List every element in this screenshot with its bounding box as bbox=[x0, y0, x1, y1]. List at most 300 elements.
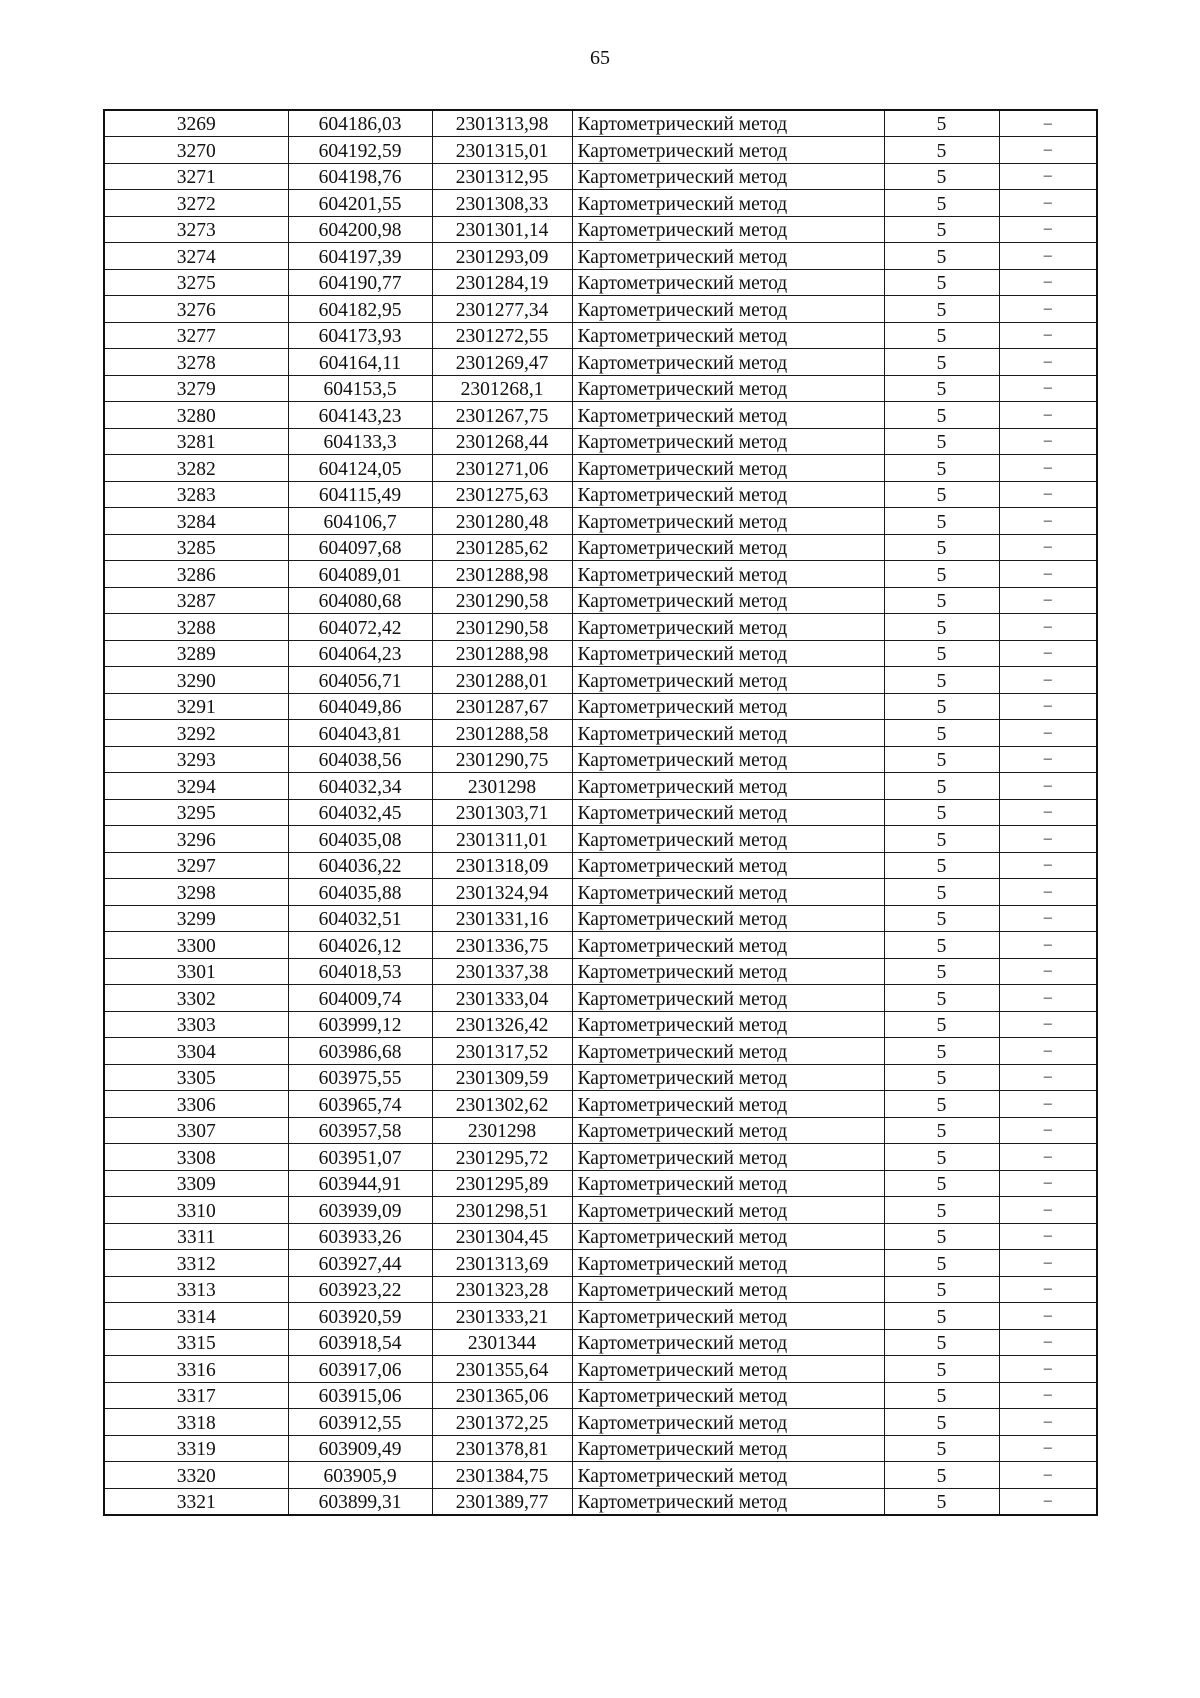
y-coordinate-cell: 2301298 bbox=[432, 1117, 572, 1144]
x-coordinate-cell: 604200,98 bbox=[288, 216, 432, 243]
x-coordinate-cell: 604115,49 bbox=[288, 481, 432, 508]
accuracy-cell: 5 bbox=[884, 508, 999, 535]
note-cell: – bbox=[999, 879, 1097, 906]
x-coordinate-cell: 603999,12 bbox=[288, 1011, 432, 1038]
method-cell: Картометрический метод bbox=[572, 693, 884, 720]
y-coordinate-cell: 2301309,59 bbox=[432, 1064, 572, 1091]
point-number-cell: 3318 bbox=[104, 1409, 288, 1436]
table-row bbox=[104, 163, 1097, 190]
accuracy-cell: 5 bbox=[884, 1064, 999, 1091]
point-number-cell: 3278 bbox=[104, 349, 288, 376]
point-number-cell: 3295 bbox=[104, 799, 288, 826]
table-row bbox=[104, 1064, 1097, 1091]
accuracy-cell: 5 bbox=[884, 1038, 999, 1065]
x-coordinate-cell: 604035,08 bbox=[288, 826, 432, 853]
note-cell: – bbox=[999, 481, 1097, 508]
table-row bbox=[104, 985, 1097, 1012]
note-cell: – bbox=[999, 349, 1097, 376]
method-cell: Картометрический метод bbox=[572, 852, 884, 879]
x-coordinate-cell: 604143,23 bbox=[288, 402, 432, 429]
y-coordinate-cell: 2301290,58 bbox=[432, 614, 572, 641]
method-cell: Картометрический метод bbox=[572, 561, 884, 588]
x-coordinate-cell: 604080,68 bbox=[288, 587, 432, 614]
accuracy-cell: 5 bbox=[884, 110, 999, 137]
point-number-cell: 3316 bbox=[104, 1356, 288, 1383]
x-coordinate-cell: 604124,05 bbox=[288, 455, 432, 482]
point-number-cell: 3298 bbox=[104, 879, 288, 906]
table-row bbox=[104, 905, 1097, 932]
x-coordinate-cell: 603927,44 bbox=[288, 1250, 432, 1277]
accuracy-cell: 5 bbox=[884, 1144, 999, 1171]
y-coordinate-cell: 2301317,52 bbox=[432, 1038, 572, 1065]
table-row bbox=[104, 402, 1097, 429]
y-coordinate-cell: 2301277,34 bbox=[432, 296, 572, 323]
x-coordinate-cell: 604032,51 bbox=[288, 905, 432, 932]
point-number-cell: 3307 bbox=[104, 1117, 288, 1144]
method-cell: Картометрический метод bbox=[572, 1488, 884, 1515]
table-row bbox=[104, 667, 1097, 694]
note-cell: – bbox=[999, 1091, 1097, 1118]
method-cell: Картометрический метод bbox=[572, 534, 884, 561]
accuracy-cell: 5 bbox=[884, 667, 999, 694]
table-row bbox=[104, 1276, 1097, 1303]
x-coordinate-cell: 603944,91 bbox=[288, 1170, 432, 1197]
y-coordinate-cell: 2301372,25 bbox=[432, 1409, 572, 1436]
accuracy-cell: 5 bbox=[884, 1223, 999, 1250]
method-cell: Картометрический метод bbox=[572, 667, 884, 694]
y-coordinate-cell: 2301389,77 bbox=[432, 1488, 572, 1515]
x-coordinate-cell: 603915,06 bbox=[288, 1382, 432, 1409]
accuracy-cell: 5 bbox=[884, 587, 999, 614]
table-row bbox=[104, 852, 1097, 879]
method-cell: Картометрический метод bbox=[572, 1170, 884, 1197]
table-row bbox=[104, 243, 1097, 270]
method-cell: Картометрический метод bbox=[572, 216, 884, 243]
note-cell: – bbox=[999, 163, 1097, 190]
method-cell: Картометрический метод bbox=[572, 1011, 884, 1038]
table-row bbox=[104, 720, 1097, 747]
y-coordinate-cell: 2301288,58 bbox=[432, 720, 572, 747]
note-cell: – bbox=[999, 322, 1097, 349]
note-cell: – bbox=[999, 296, 1097, 323]
note-cell: – bbox=[999, 1038, 1097, 1065]
coordinates-table bbox=[103, 109, 1098, 1516]
table-row bbox=[104, 561, 1097, 588]
page-number: 65 bbox=[590, 47, 610, 69]
y-coordinate-cell: 2301290,58 bbox=[432, 587, 572, 614]
point-number-cell: 3306 bbox=[104, 1091, 288, 1118]
note-cell: – bbox=[999, 1117, 1097, 1144]
y-coordinate-cell: 2301337,38 bbox=[432, 958, 572, 985]
method-cell: Картометрический метод bbox=[572, 1356, 884, 1383]
table-row bbox=[104, 799, 1097, 826]
accuracy-cell: 5 bbox=[884, 428, 999, 455]
point-number-cell: 3297 bbox=[104, 852, 288, 879]
method-cell: Картометрический метод bbox=[572, 1276, 884, 1303]
y-coordinate-cell: 2301326,42 bbox=[432, 1011, 572, 1038]
accuracy-cell: 5 bbox=[884, 1011, 999, 1038]
method-cell: Картометрический метод bbox=[572, 163, 884, 190]
y-coordinate-cell: 2301269,47 bbox=[432, 349, 572, 376]
x-coordinate-cell: 604043,81 bbox=[288, 720, 432, 747]
table-row bbox=[104, 1250, 1097, 1277]
x-coordinate-cell: 604182,95 bbox=[288, 296, 432, 323]
y-coordinate-cell: 2301268,44 bbox=[432, 428, 572, 455]
method-cell: Картометрический метод bbox=[572, 269, 884, 296]
accuracy-cell: 5 bbox=[884, 1488, 999, 1515]
table-row bbox=[104, 1038, 1097, 1065]
method-cell: Картометрический метод bbox=[572, 1197, 884, 1224]
accuracy-cell: 5 bbox=[884, 1329, 999, 1356]
note-cell: – bbox=[999, 720, 1097, 747]
table-row bbox=[104, 773, 1097, 800]
point-number-cell: 3309 bbox=[104, 1170, 288, 1197]
table-row bbox=[104, 1329, 1097, 1356]
x-coordinate-cell: 604056,71 bbox=[288, 667, 432, 694]
method-cell: Картометрический метод bbox=[572, 879, 884, 906]
note-cell: – bbox=[999, 587, 1097, 614]
note-cell: – bbox=[999, 640, 1097, 667]
y-coordinate-cell: 2301323,28 bbox=[432, 1276, 572, 1303]
point-number-cell: 3310 bbox=[104, 1197, 288, 1224]
x-coordinate-cell: 603986,68 bbox=[288, 1038, 432, 1065]
y-coordinate-cell: 2301293,09 bbox=[432, 243, 572, 270]
x-coordinate-cell: 603965,74 bbox=[288, 1091, 432, 1118]
point-number-cell: 3275 bbox=[104, 269, 288, 296]
y-coordinate-cell: 2301313,69 bbox=[432, 1250, 572, 1277]
accuracy-cell: 5 bbox=[884, 375, 999, 402]
method-cell: Картометрический метод bbox=[572, 455, 884, 482]
table-row bbox=[104, 1011, 1097, 1038]
point-number-cell: 3284 bbox=[104, 508, 288, 535]
accuracy-cell: 5 bbox=[884, 826, 999, 853]
method-cell: Картометрический метод bbox=[572, 375, 884, 402]
table-row bbox=[104, 1303, 1097, 1330]
note-cell: – bbox=[999, 1064, 1097, 1091]
y-coordinate-cell: 2301272,55 bbox=[432, 322, 572, 349]
x-coordinate-cell: 603918,54 bbox=[288, 1329, 432, 1356]
note-cell: – bbox=[999, 402, 1097, 429]
point-number-cell: 3299 bbox=[104, 905, 288, 932]
y-coordinate-cell: 2301288,98 bbox=[432, 561, 572, 588]
accuracy-cell: 5 bbox=[884, 958, 999, 985]
accuracy-cell: 5 bbox=[884, 905, 999, 932]
point-number-cell: 3292 bbox=[104, 720, 288, 747]
point-number-cell: 3269 bbox=[104, 110, 288, 137]
point-number-cell: 3289 bbox=[104, 640, 288, 667]
y-coordinate-cell: 2301298,51 bbox=[432, 1197, 572, 1224]
note-cell: – bbox=[999, 1276, 1097, 1303]
point-number-cell: 3290 bbox=[104, 667, 288, 694]
method-cell: Картометрический метод bbox=[572, 1329, 884, 1356]
point-number-cell: 3282 bbox=[104, 455, 288, 482]
y-coordinate-cell: 2301378,81 bbox=[432, 1435, 572, 1462]
accuracy-cell: 5 bbox=[884, 1117, 999, 1144]
table-row bbox=[104, 1091, 1097, 1118]
method-cell: Картометрический метод bbox=[572, 720, 884, 747]
x-coordinate-cell: 603899,31 bbox=[288, 1488, 432, 1515]
point-number-cell: 3314 bbox=[104, 1303, 288, 1330]
table-row bbox=[104, 216, 1097, 243]
point-number-cell: 3287 bbox=[104, 587, 288, 614]
y-coordinate-cell: 2301312,95 bbox=[432, 163, 572, 190]
table-row bbox=[104, 1409, 1097, 1436]
method-cell: Картометрический метод bbox=[572, 640, 884, 667]
method-cell: Картометрический метод bbox=[572, 1064, 884, 1091]
accuracy-cell: 5 bbox=[884, 799, 999, 826]
method-cell: Картометрический метод bbox=[572, 1382, 884, 1409]
y-coordinate-cell: 2301315,01 bbox=[432, 137, 572, 164]
coordinates-table-body bbox=[104, 110, 1097, 1515]
method-cell: Картометрический метод bbox=[572, 826, 884, 853]
method-cell: Картометрический метод bbox=[572, 932, 884, 959]
y-coordinate-cell: 2301336,75 bbox=[432, 932, 572, 959]
note-cell: – bbox=[999, 375, 1097, 402]
y-coordinate-cell: 2301355,64 bbox=[432, 1356, 572, 1383]
table-row bbox=[104, 481, 1097, 508]
x-coordinate-cell: 604164,11 bbox=[288, 349, 432, 376]
point-number-cell: 3288 bbox=[104, 614, 288, 641]
x-coordinate-cell: 604018,53 bbox=[288, 958, 432, 985]
table-row bbox=[104, 1144, 1097, 1171]
point-number-cell: 3317 bbox=[104, 1382, 288, 1409]
x-coordinate-cell: 604201,55 bbox=[288, 190, 432, 217]
x-coordinate-cell: 604089,01 bbox=[288, 561, 432, 588]
point-number-cell: 3291 bbox=[104, 693, 288, 720]
accuracy-cell: 5 bbox=[884, 1435, 999, 1462]
table-row bbox=[104, 614, 1097, 641]
point-number-cell: 3320 bbox=[104, 1462, 288, 1489]
x-coordinate-cell: 603909,49 bbox=[288, 1435, 432, 1462]
accuracy-cell: 5 bbox=[884, 773, 999, 800]
method-cell: Картометрический метод bbox=[572, 190, 884, 217]
note-cell: – bbox=[999, 932, 1097, 959]
note-cell: – bbox=[999, 1462, 1097, 1489]
y-coordinate-cell: 2301324,94 bbox=[432, 879, 572, 906]
accuracy-cell: 5 bbox=[884, 1197, 999, 1224]
note-cell: – bbox=[999, 428, 1097, 455]
y-coordinate-cell: 2301331,16 bbox=[432, 905, 572, 932]
point-number-cell: 3293 bbox=[104, 746, 288, 773]
y-coordinate-cell: 2301280,48 bbox=[432, 508, 572, 535]
method-cell: Картометрический метод bbox=[572, 958, 884, 985]
method-cell: Картометрический метод bbox=[572, 243, 884, 270]
method-cell: Картометрический метод bbox=[572, 110, 884, 137]
y-coordinate-cell: 2301313,98 bbox=[432, 110, 572, 137]
x-coordinate-cell: 604035,88 bbox=[288, 879, 432, 906]
y-coordinate-cell: 2301290,75 bbox=[432, 746, 572, 773]
point-number-cell: 3296 bbox=[104, 826, 288, 853]
table-row bbox=[104, 1197, 1097, 1224]
table-row bbox=[104, 534, 1097, 561]
point-number-cell: 3303 bbox=[104, 1011, 288, 1038]
table-row bbox=[104, 879, 1097, 906]
accuracy-cell: 5 bbox=[884, 746, 999, 773]
accuracy-cell: 5 bbox=[884, 1356, 999, 1383]
x-coordinate-cell: 604032,34 bbox=[288, 773, 432, 800]
table-row bbox=[104, 137, 1097, 164]
method-cell: Картометрический метод bbox=[572, 1091, 884, 1118]
note-cell: – bbox=[999, 137, 1097, 164]
note-cell: – bbox=[999, 667, 1097, 694]
point-number-cell: 3270 bbox=[104, 137, 288, 164]
method-cell: Картометрический метод bbox=[572, 799, 884, 826]
y-coordinate-cell: 2301298 bbox=[432, 773, 572, 800]
note-cell: – bbox=[999, 1144, 1097, 1171]
y-coordinate-cell: 2301302,62 bbox=[432, 1091, 572, 1118]
method-cell: Картометрический метод bbox=[572, 985, 884, 1012]
method-cell: Картометрический метод bbox=[572, 137, 884, 164]
accuracy-cell: 5 bbox=[884, 243, 999, 270]
method-cell: Картометрический метод bbox=[572, 746, 884, 773]
note-cell: – bbox=[999, 1011, 1097, 1038]
x-coordinate-cell: 604197,39 bbox=[288, 243, 432, 270]
method-cell: Картометрический метод bbox=[572, 402, 884, 429]
x-coordinate-cell: 603957,58 bbox=[288, 1117, 432, 1144]
note-cell: – bbox=[999, 773, 1097, 800]
x-coordinate-cell: 604106,7 bbox=[288, 508, 432, 535]
point-number-cell: 3286 bbox=[104, 561, 288, 588]
x-coordinate-cell: 603975,55 bbox=[288, 1064, 432, 1091]
point-number-cell: 3311 bbox=[104, 1223, 288, 1250]
method-cell: Картометрический метод bbox=[572, 1409, 884, 1436]
y-coordinate-cell: 2301267,75 bbox=[432, 402, 572, 429]
note-cell: – bbox=[999, 746, 1097, 773]
accuracy-cell: 5 bbox=[884, 349, 999, 376]
x-coordinate-cell: 603905,9 bbox=[288, 1462, 432, 1489]
method-cell: Картометрический метод bbox=[572, 1144, 884, 1171]
note-cell: – bbox=[999, 852, 1097, 879]
point-number-cell: 3277 bbox=[104, 322, 288, 349]
accuracy-cell: 5 bbox=[884, 1276, 999, 1303]
point-number-cell: 3319 bbox=[104, 1435, 288, 1462]
x-coordinate-cell: 604072,42 bbox=[288, 614, 432, 641]
note-cell: – bbox=[999, 1250, 1097, 1277]
y-coordinate-cell: 2301287,67 bbox=[432, 693, 572, 720]
accuracy-cell: 5 bbox=[884, 1170, 999, 1197]
point-number-cell: 3304 bbox=[104, 1038, 288, 1065]
point-number-cell: 3305 bbox=[104, 1064, 288, 1091]
note-cell: – bbox=[999, 1356, 1097, 1383]
point-number-cell: 3283 bbox=[104, 481, 288, 508]
point-number-cell: 3280 bbox=[104, 402, 288, 429]
note-cell: – bbox=[999, 826, 1097, 853]
accuracy-cell: 5 bbox=[884, 296, 999, 323]
note-cell: – bbox=[999, 1223, 1097, 1250]
point-number-cell: 3281 bbox=[104, 428, 288, 455]
table-row bbox=[104, 932, 1097, 959]
method-cell: Картометрический метод bbox=[572, 1462, 884, 1489]
x-coordinate-cell: 604192,59 bbox=[288, 137, 432, 164]
accuracy-cell: 5 bbox=[884, 879, 999, 906]
y-coordinate-cell: 2301384,75 bbox=[432, 1462, 572, 1489]
y-coordinate-cell: 2301344 bbox=[432, 1329, 572, 1356]
accuracy-cell: 5 bbox=[884, 1382, 999, 1409]
method-cell: Картометрический метод bbox=[572, 614, 884, 641]
accuracy-cell: 5 bbox=[884, 534, 999, 561]
y-coordinate-cell: 2301333,04 bbox=[432, 985, 572, 1012]
x-coordinate-cell: 603933,26 bbox=[288, 1223, 432, 1250]
table-row bbox=[104, 1356, 1097, 1383]
method-cell: Картометрический метод bbox=[572, 508, 884, 535]
accuracy-cell: 5 bbox=[884, 720, 999, 747]
x-coordinate-cell: 604038,56 bbox=[288, 746, 432, 773]
method-cell: Картометрический метод bbox=[572, 1117, 884, 1144]
method-cell: Картометрический метод bbox=[572, 296, 884, 323]
note-cell: – bbox=[999, 1435, 1097, 1462]
x-coordinate-cell: 604026,12 bbox=[288, 932, 432, 959]
method-cell: Картометрический метод bbox=[572, 773, 884, 800]
x-coordinate-cell: 604173,93 bbox=[288, 322, 432, 349]
point-number-cell: 3300 bbox=[104, 932, 288, 959]
point-number-cell: 3321 bbox=[104, 1488, 288, 1515]
table-row bbox=[104, 1223, 1097, 1250]
table-row bbox=[104, 349, 1097, 376]
y-coordinate-cell: 2301288,01 bbox=[432, 667, 572, 694]
x-coordinate-cell: 604064,23 bbox=[288, 640, 432, 667]
accuracy-cell: 5 bbox=[884, 985, 999, 1012]
y-coordinate-cell: 2301301,14 bbox=[432, 216, 572, 243]
method-cell: Картометрический метод bbox=[572, 1250, 884, 1277]
point-number-cell: 3274 bbox=[104, 243, 288, 270]
accuracy-cell: 5 bbox=[884, 1303, 999, 1330]
accuracy-cell: 5 bbox=[884, 455, 999, 482]
x-coordinate-cell: 603951,07 bbox=[288, 1144, 432, 1171]
accuracy-cell: 5 bbox=[884, 269, 999, 296]
table-row bbox=[104, 296, 1097, 323]
x-coordinate-cell: 604036,22 bbox=[288, 852, 432, 879]
point-number-cell: 3285 bbox=[104, 534, 288, 561]
table-row bbox=[104, 1382, 1097, 1409]
x-coordinate-cell: 604049,86 bbox=[288, 693, 432, 720]
accuracy-cell: 5 bbox=[884, 1462, 999, 1489]
method-cell: Картометрический метод bbox=[572, 1435, 884, 1462]
accuracy-cell: 5 bbox=[884, 1250, 999, 1277]
accuracy-cell: 5 bbox=[884, 693, 999, 720]
y-coordinate-cell: 2301271,06 bbox=[432, 455, 572, 482]
note-cell: – bbox=[999, 958, 1097, 985]
note-cell: – bbox=[999, 243, 1097, 270]
accuracy-cell: 5 bbox=[884, 402, 999, 429]
accuracy-cell: 5 bbox=[884, 163, 999, 190]
accuracy-cell: 5 bbox=[884, 614, 999, 641]
table-row bbox=[104, 269, 1097, 296]
accuracy-cell: 5 bbox=[884, 216, 999, 243]
point-number-cell: 3294 bbox=[104, 773, 288, 800]
accuracy-cell: 5 bbox=[884, 852, 999, 879]
y-coordinate-cell: 2301268,1 bbox=[432, 375, 572, 402]
point-number-cell: 3276 bbox=[104, 296, 288, 323]
table-row bbox=[104, 587, 1097, 614]
note-cell: – bbox=[999, 614, 1097, 641]
table-row bbox=[104, 1462, 1097, 1489]
y-coordinate-cell: 2301333,21 bbox=[432, 1303, 572, 1330]
table-row bbox=[104, 190, 1097, 217]
method-cell: Картометрический метод bbox=[572, 481, 884, 508]
table-row bbox=[104, 110, 1097, 137]
y-coordinate-cell: 2301275,63 bbox=[432, 481, 572, 508]
table-row bbox=[104, 428, 1097, 455]
accuracy-cell: 5 bbox=[884, 137, 999, 164]
x-coordinate-cell: 603923,22 bbox=[288, 1276, 432, 1303]
note-cell: – bbox=[999, 1488, 1097, 1515]
accuracy-cell: 5 bbox=[884, 932, 999, 959]
note-cell: – bbox=[999, 799, 1097, 826]
note-cell: – bbox=[999, 985, 1097, 1012]
x-coordinate-cell: 603912,55 bbox=[288, 1409, 432, 1436]
table-row bbox=[104, 1488, 1097, 1515]
x-coordinate-cell: 603939,09 bbox=[288, 1197, 432, 1224]
